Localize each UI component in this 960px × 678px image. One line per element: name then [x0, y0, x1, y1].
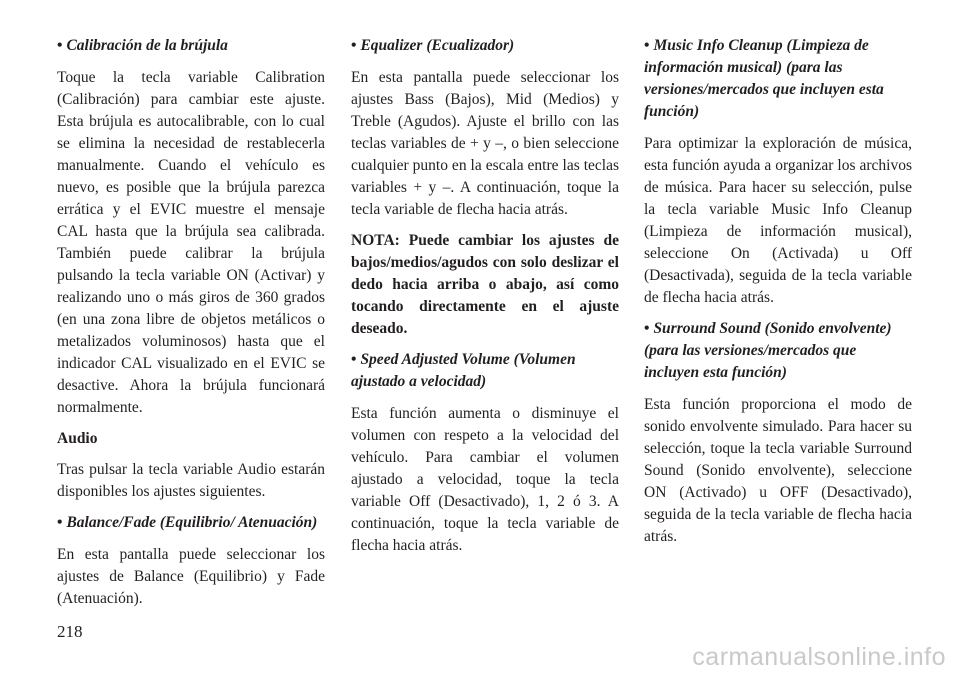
compass-calibration-heading: [57, 35, 325, 57]
bullet-icon: •: [57, 514, 63, 531]
column-left: [57, 35, 325, 619]
balance-fade-heading: [57, 512, 325, 534]
surround-sound-heading: [644, 318, 912, 384]
music-info-cleanup-heading: [644, 35, 912, 123]
note-text: NOTA: Puede cambiar los ajustes de bajos/medios/agudos con solo deslizar el dedo hacia arriba o abajo, así como tocando directamente en el ajuste deseado.: [351, 232, 619, 337]
watermark: carmanualsonline.info: [692, 643, 946, 671]
balance-fade-heading-text: Balance/Fade (Equilibrio/ Atenuación): [66, 514, 318, 531]
equalizer-heading: [351, 35, 619, 57]
speed-adjusted-volume-heading-text: Speed Adjusted Volume (Volumen ajustado a velocidad): [351, 351, 576, 390]
bullet-icon: •: [351, 351, 357, 368]
balance-fade-text: En esta pantalla puede seleccionar los ajustes de Balance (Equilibrio) y Fade (Atenuación).: [57, 546, 325, 607]
surround-sound-heading-text: Surround Sound (Sonido envolvente) (para las versiones/mercados que incluyen esta función): [644, 320, 892, 381]
column-middle: [351, 35, 619, 566]
page-number: 218: [57, 622, 83, 641]
equalizer-text: En esta pantalla puede seleccionar los ajustes Bass (Bajos), Mid (Medios) y Treble (Agudos). Ajuste el brillo con las teclas variables de + y –, o bien seleccione cualquier punto en la escala entre las teclas variables + y –. A continuación, toque la tecla variable de flecha hacia atrás.: [351, 69, 619, 218]
bullet-icon: •: [644, 320, 650, 337]
music-info-cleanup-text: Para optimizar la exploración de música, esta función ayuda a organizar los archivos de música. Para hacer su selección, pulse la tecla variable Music Info Cleanup (Limpieza de información musical), seleccione On (Activada) u Off (Desactivada), seguida de la tecla variable de flecha hacia atrás.: [644, 135, 912, 306]
bullet-icon: •: [644, 37, 650, 54]
speed-adjusted-volume-heading: [351, 349, 619, 393]
speed-adjusted-volume-text: Esta función aumenta o disminuye el volumen con respeto a la velocidad del vehículo. Para cambiar el volumen ajustado a velocidad, toque la tecla variable Off (Desactivado), 1, 2 ó 3. A continuación, toque la tecla variable de flecha hacia atrás.: [351, 405, 619, 554]
audio-text: Tras pulsar la tecla variable Audio estarán disponibles los ajustes siguientes.: [57, 461, 325, 500]
compass-calibration-text: Toque la tecla variable Calibration (Calibración) para cambiar este ajuste. Esta brújula es autocalibrable, con lo cual se elimina la necesidad de restablecerla manualmente. Cuando el vehículo es nuevo, es posible que la brújula parezca errática y el EVIC muestre el mensaje CAL hasta que la brújula sea calibrada. También puede calibrar la brújula pulsando la tecla variable ON (Activar) y realizando uno o más giros de 360 grados (en una zona libre de objetos metálicos o metalizados voluminosos) hasta que el indicador CAL visualizado en el EVIC se desactive. Ahora la brújula funcionará normalmente.: [57, 69, 325, 416]
bullet-icon: •: [351, 37, 357, 54]
compass-calibration-heading-text: Calibración de la brújula: [66, 37, 228, 54]
equalizer-heading-text: Equalizer (Ecualizador): [360, 37, 515, 54]
column-right: [644, 35, 912, 557]
audio-heading: Audio: [57, 430, 98, 447]
music-info-cleanup-heading-text: Music Info Cleanup (Limpieza de información musical) (para las versiones/mercados que incluyen esta función): [644, 37, 884, 120]
surround-sound-text: Esta función proporciona el modo de sonido envolvente simulado. Para hacer su selección, toque la tecla variable Surround Sound (Sonido envolvente), seleccione ON (Activado) u OFF (Desactivado), seguida de la tecla variable de flecha hacia atrás.: [644, 396, 912, 545]
bullet-icon: •: [57, 37, 63, 54]
